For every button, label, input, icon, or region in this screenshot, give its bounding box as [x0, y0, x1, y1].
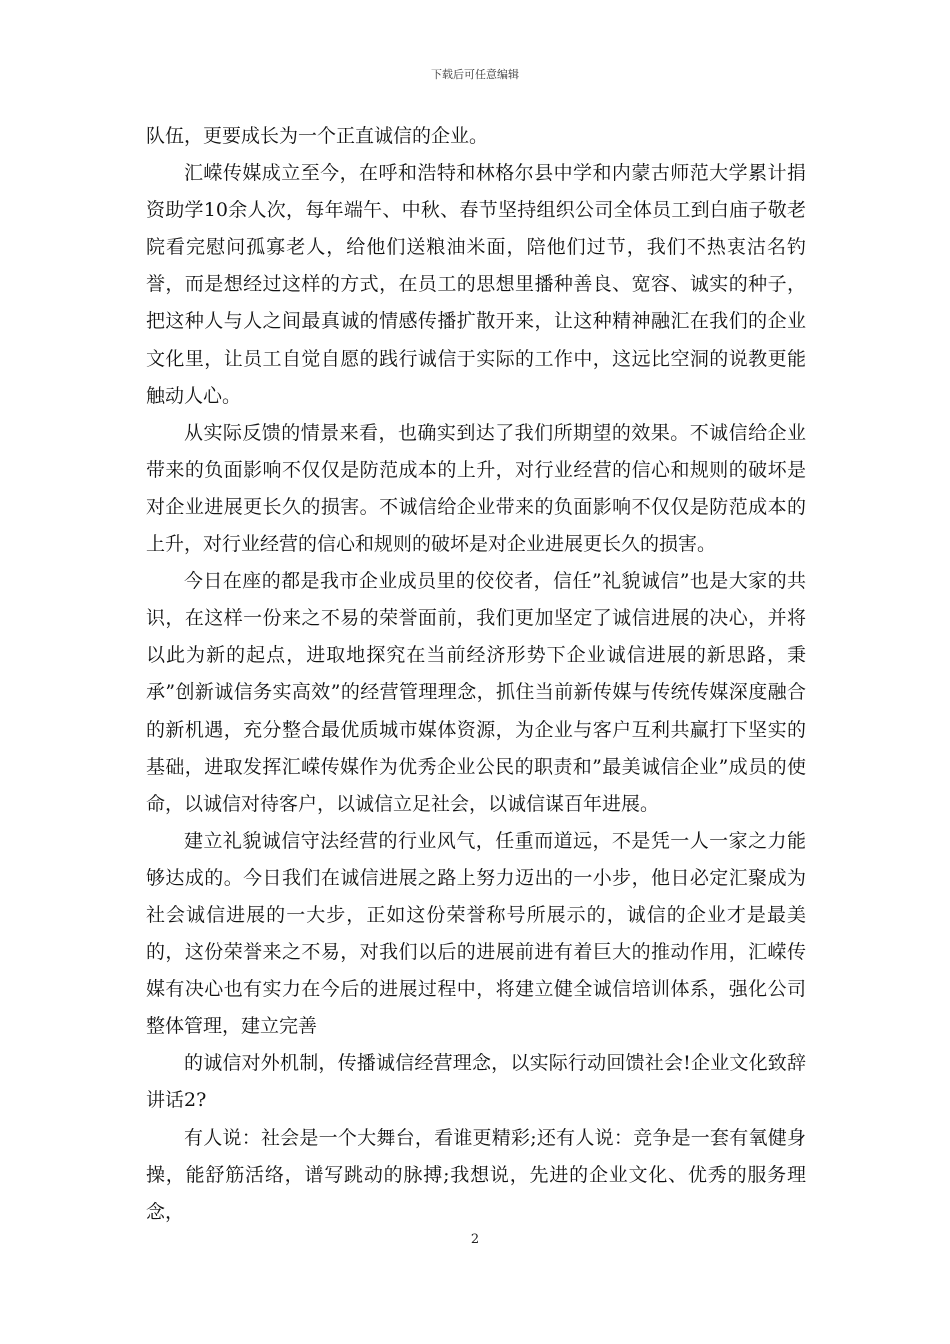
page-header: 下载后可任意编辑 [431, 68, 519, 81]
paragraph: 从实际反馈的情景来看，也确实到达了我们所期望的效果。不诚信给企业带来的负面影响不仅仅是防范成本的上升，对行业经营的信心和规则的破坏是对企业进展更长久的损害。不诚信给企业带来的负面影响不仅仅是防范成本的上升，对行业经营的信心和规则的破坏是对企业进展更长久的损害。 [146, 421, 806, 556]
document-body [146, 118, 806, 1231]
page-number: 2 [470, 1232, 480, 1247]
paragraph: 的诚信对外机制，传播诚信经营理念，以实际行动回馈社会!企业文化致辞讲话2? [146, 1052, 806, 1112]
paragraph: 有人说：社会是一个大舞台，看谁更精彩;还有人说：竞争是一套有氧健身操，能舒筋活络，谱写跳动的脉搏;我想说，先进的企业文化、优秀的服务理念， [146, 1126, 806, 1223]
paragraph: 队伍，更要成长为一个正直诚信的企业。 [146, 125, 489, 147]
paragraph: 汇嵘传媒成立至今，在呼和浩特和林格尔县中学和内蒙古师范大学累计捐资助学10余人次，每年端午、中秋、春节坚持组织公司全体员工到白庙子敬老院看完慰问孤寡老人，给他们送粮油米面，陪他们过节，我们不热衷沽名钓誉，而是想经过这样的方式，在员工的思想里播种善良、宽容、诚实的种子，把这种人与人之间最真诚的情感传播扩散开来，让这种精神融汇在我们的企业文化里，让员工自觉自愿的践行诚信于实际的工作中，这远比空洞的说教更能触动人心。 [146, 162, 806, 407]
paragraph: 建立礼貌诚信守法经营的行业风气，任重而道远，不是凭一人一家之力能够达成的。今日我们在诚信进展之路上努力迈出的一小步，他日必定汇聚成为社会诚信进展的一大步，正如这份荣誉称号所展示的，诚信的企业才是最美的，这份荣誉来之不易，对我们以后的进展前进有着巨大的推动作用，汇嵘传媒有决心也有实力在今后的进展过程中，将建立健全诚信培训体系，强化公司整体管理，建立完善 [146, 829, 806, 1038]
paragraph: 今日在座的都是我市企业成员里的佼佼者，信任”礼貌诚信”也是大家的共识，在这样一份来之不易的荣誉面前，我们更加坚定了诚信进展的决心，并将以此为新的起点，进取地探究在当前经济形势下企业诚信进展的新思路，秉承”创新诚信务实高效”的经营管理理念，抓住当前新传媒与传统传媒深度融合的新机遇，充分整合最优质城市媒体资源，为企业与客户互利共赢打下坚实的基础，进取发挥汇嵘传媒作为优秀企业公民的职责和”最美诚信企业”成员的使命，以诚信对待客户，以诚信立足社会，以诚信谋百年进展。 [146, 570, 806, 815]
